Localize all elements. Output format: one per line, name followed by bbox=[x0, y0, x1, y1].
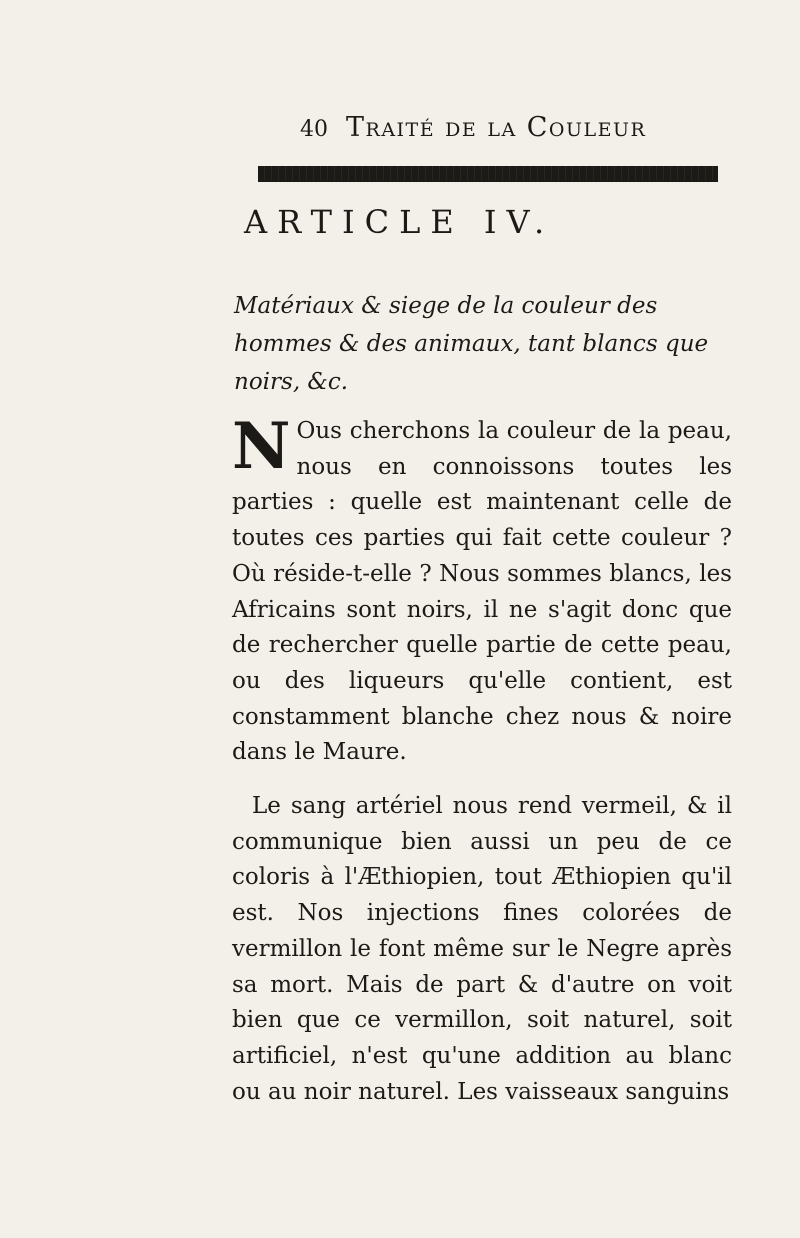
body-text bbox=[232, 409, 732, 1110]
page-header bbox=[300, 112, 646, 143]
article-subtitle: Matériaux & siege de la couleur des hommes & des animaux, tant blancs que noirs, &c. bbox=[234, 293, 709, 395]
paragraph-1-text: Ous cherchons la couleur de la peau, nous en connoissons toutes les parties : quelle est maintenant celle de toutes ces parties qui fait cette couleur ? Où réside-t-elle ? Nous sommes blancs, les Africains sont noirs, il ne s'agit donc que de rechercher quelle partie de cette peau, ou des liqueurs qu'elle contient, est constamment blanche chez nous & noire dans le Maure. bbox=[232, 418, 732, 766]
running-title: Traité de la Couleur bbox=[346, 112, 647, 143]
paragraph-2: Le sang artériel nous rend vermeil, & il communique bien aussi un peu de ce coloris à l'Æthiopien, tout Æthiopien qu'il est. Nos injections fines colorées de vermillon le font même sur le Negre après sa mort. Mais de part & d'autre on voit bien que ce vermillon, soit naturel, soit artificiel, n'est qu'une addition au blanc ou au noir naturel. Les vaisseaux sanguins bbox=[232, 793, 732, 1105]
ornamental-rule bbox=[258, 166, 718, 182]
page-number: 40 bbox=[300, 117, 328, 142]
drop-cap: N bbox=[232, 409, 291, 484]
article-heading: ARTICLE IV. bbox=[244, 203, 555, 241]
paragraph-1 bbox=[232, 409, 732, 771]
